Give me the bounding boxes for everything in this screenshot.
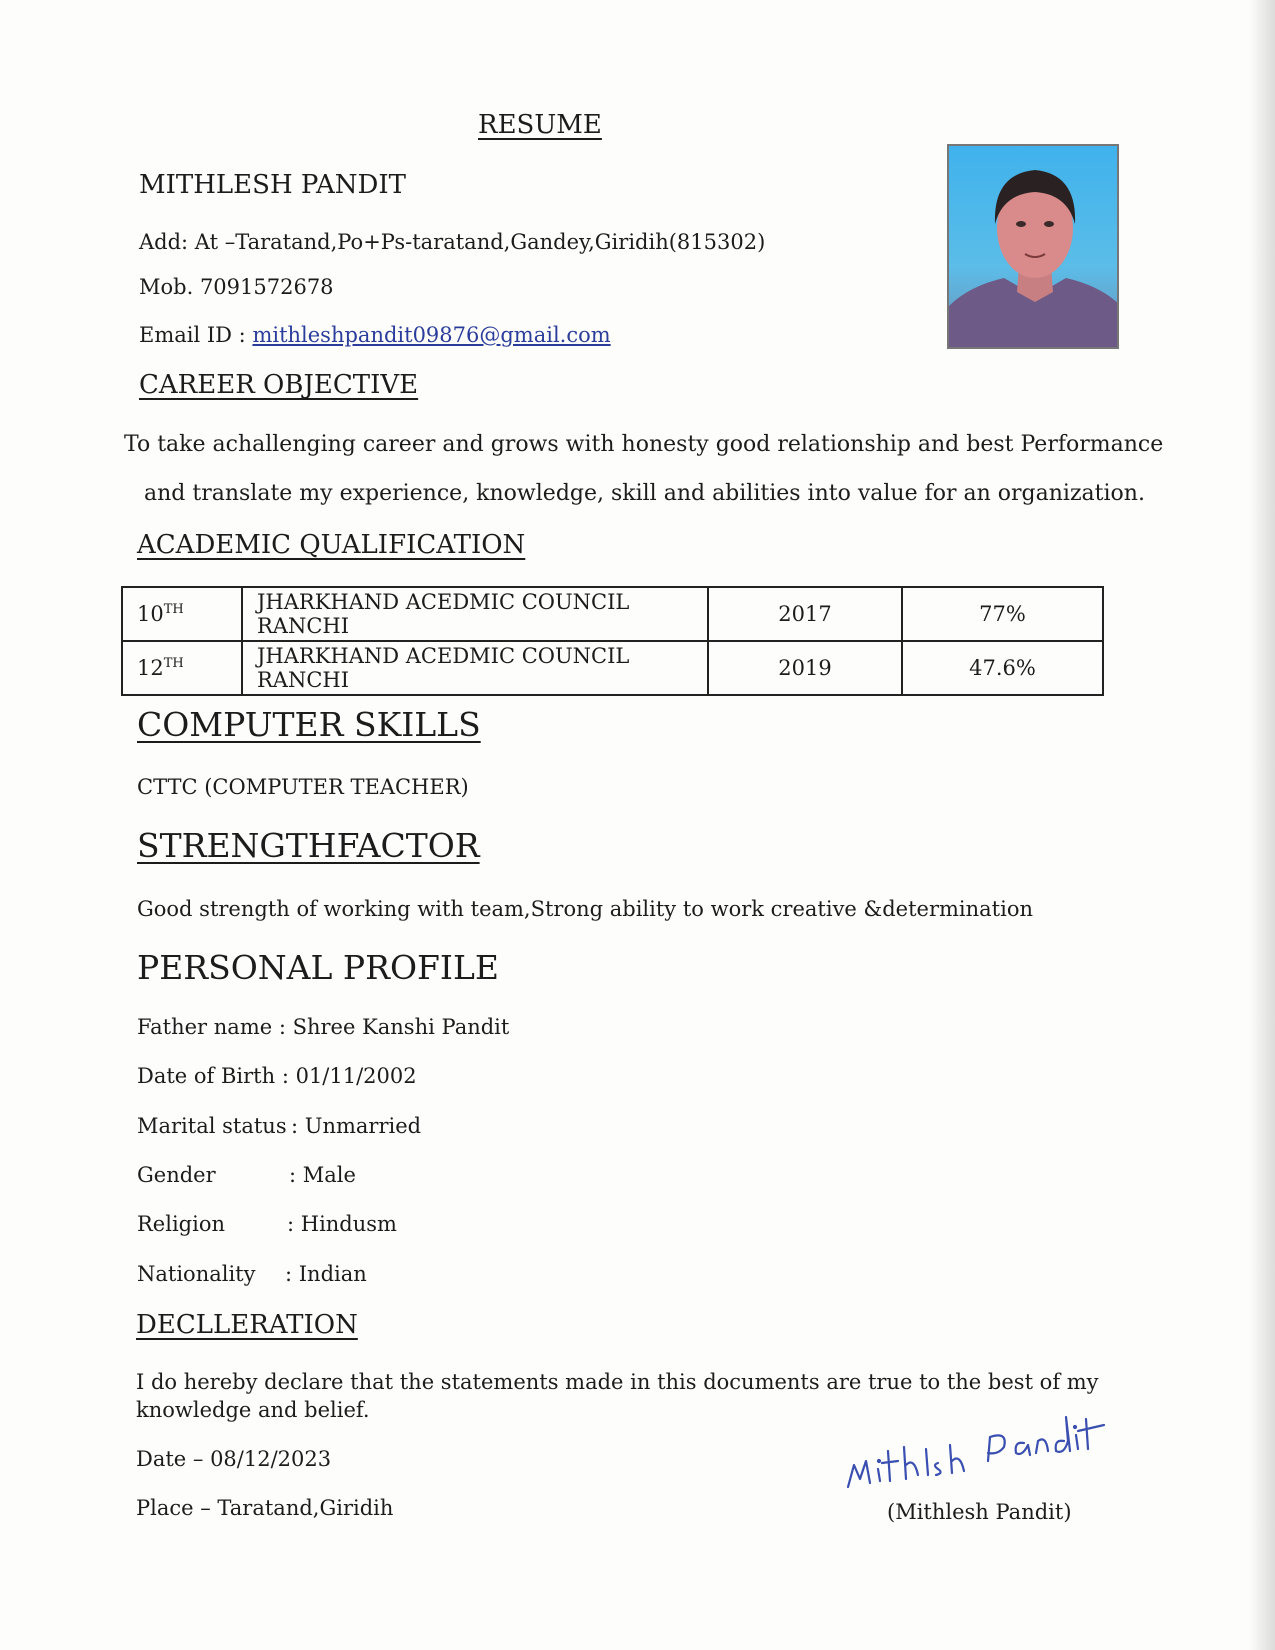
religion-label: Religion (137, 1212, 225, 1236)
declaration-date: Date – 08/12/2023 (136, 1447, 332, 1471)
nationality-value: : Indian (285, 1262, 367, 1286)
career-objective-heading: CAREER OBJECTIVE (139, 370, 419, 400)
dob-value: 01/11/2002 (295, 1064, 417, 1088)
strength-text: Good strength of working with team,Strong ability to work creative &determination (137, 897, 1033, 921)
dob-row (137, 1064, 417, 1088)
marital-label: Marital status (137, 1114, 287, 1138)
declaration-place: Place – Taratand,Giridih (136, 1496, 394, 1520)
nationality-label: Nationality (137, 1262, 256, 1286)
personal-profile-heading: PERSONAL PROFILE (137, 948, 499, 987)
board-cell: JHARKHAND ACEDMIC COUNCIL RANCHI (242, 641, 708, 695)
email-label: Email ID : (139, 323, 253, 347)
board-cell: JHARKHAND ACEDMIC COUNCIL RANCHI (242, 587, 708, 641)
class-cell (122, 641, 242, 695)
year-cell: 2019 (708, 641, 902, 695)
table-row (122, 587, 1103, 641)
gender-value: : Male (289, 1163, 356, 1187)
class-suffix: TH (163, 602, 184, 617)
career-objective-line-2: and translate my experience, knowledge, skill and abilities into value for an organization. (144, 481, 1145, 506)
person-photo-icon (949, 146, 1119, 349)
table-row (122, 641, 1103, 695)
percent-cell: 47.6% (902, 641, 1103, 695)
father-row (137, 1015, 509, 1039)
scan-edge-shadow (1249, 0, 1275, 1650)
class-number: 10 (137, 602, 164, 626)
class-number: 12 (137, 656, 164, 680)
email-line (139, 323, 611, 347)
document-title: RESUME (478, 110, 602, 140)
year-cell: 2017 (708, 587, 902, 641)
declaration-line-1: I do hereby declare that the statements made in this documents are true to the best of my (136, 1370, 1099, 1394)
declaration-heading: DECLLERATION (136, 1310, 358, 1340)
academic-table (121, 586, 1104, 696)
academic-heading: ACADEMIC QUALIFICATION (137, 530, 526, 560)
computer-skills-heading: COMPUTER SKILLS (137, 705, 481, 744)
signatory-name: (Mithlesh Pandit) (887, 1500, 1072, 1524)
profile-photo (947, 144, 1119, 349)
candidate-name: MITHLESH PANDIT (139, 170, 406, 200)
declaration-line-2: knowledge and belief. (136, 1398, 370, 1422)
father-value: Shree Kanshi Pandit (292, 1015, 510, 1039)
religion-value: : Hindusm (287, 1212, 397, 1236)
strength-heading: STRENGTHFACTOR (137, 826, 480, 865)
marital-value: : Unmarried (291, 1114, 422, 1138)
email-link[interactable]: mithleshpandit09876@gmail.com (252, 323, 611, 347)
mobile-line: Mob. 7091572678 (139, 275, 334, 299)
dob-label: Date of Birth : (137, 1064, 296, 1088)
class-suffix: TH (163, 656, 184, 671)
career-objective-line-1: To take achallenging career and grows with honesty good relationship and best Performance (124, 432, 1164, 457)
father-label: Father name : (137, 1015, 293, 1039)
percent-cell: 77% (902, 587, 1103, 641)
computer-skills-text: CTTC (COMPUTER TEACHER) (137, 775, 469, 799)
class-cell (122, 587, 242, 641)
address-line: Add: At –Taratand,Po+Ps-taratand,Gandey,Giridih(815302) (139, 230, 766, 254)
gender-label: Gender (137, 1163, 216, 1187)
handwritten-signature (838, 1395, 1108, 1505)
